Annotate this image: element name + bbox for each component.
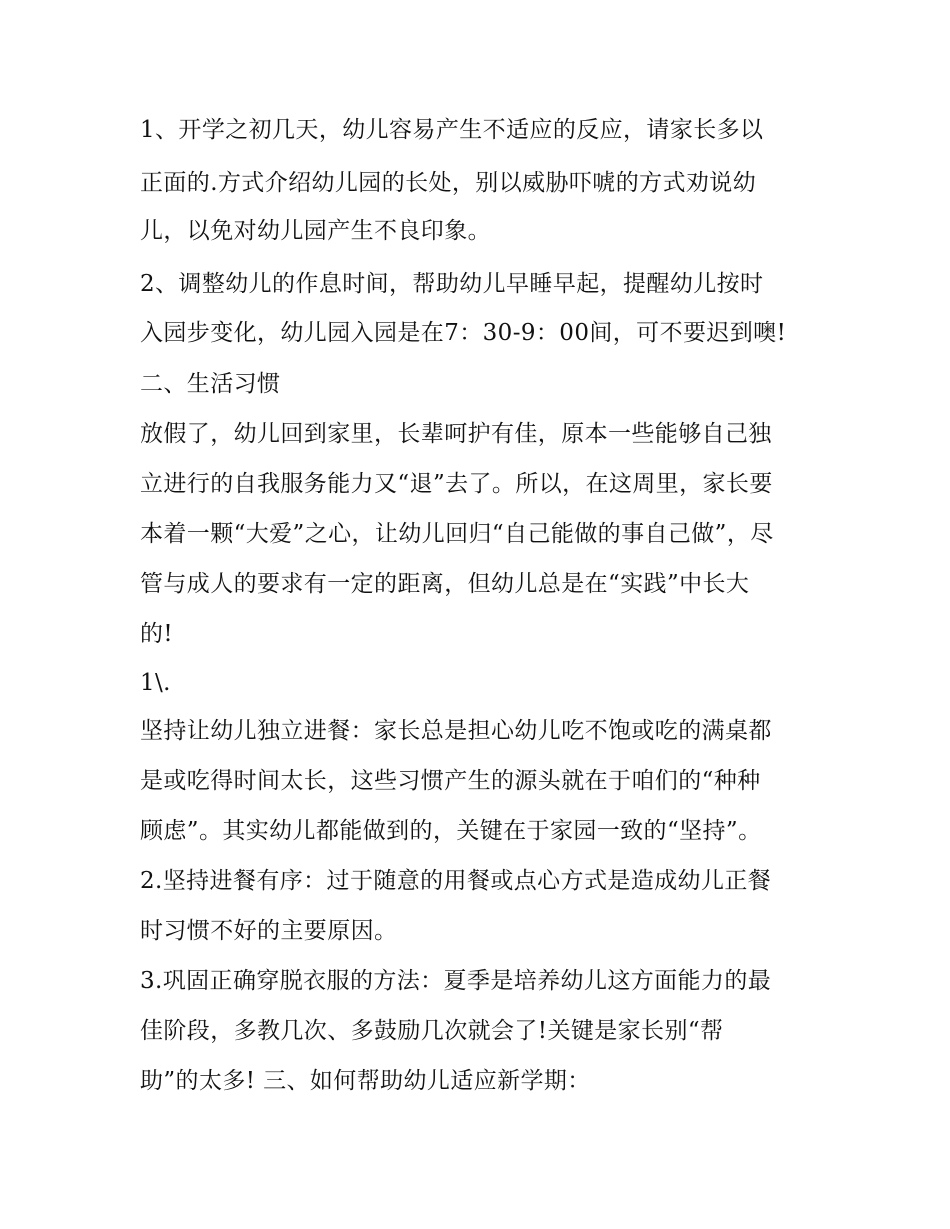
text-line-19: 佳阶段，多教几次、多鼓励几次就会了!关键是家长别“帮 (140, 1018, 724, 1044)
text-line-3: 儿，以免对幼儿园产生不良印象。 (140, 218, 491, 244)
text-line-9: 本着一颗“大爱”之心，让幼儿回归“自己能做的事自己做”，尽 (140, 521, 774, 547)
text-line-11: 的! (140, 621, 174, 647)
text-line-5: 入园步变化，幼儿园入园是在7：30-9：00间，可不要迟到噢! (140, 320, 787, 346)
text-line-15: 顾虑”。其实幼儿都能做到的，关键在于家园一致的“坚持”。 (140, 818, 762, 844)
text-line-1: 1、开学之初几天，幼儿容易产生不适应的反应，请家长多以 (140, 117, 764, 143)
text-line-20: 助”的太多! 三、如何帮助幼儿适应新学期： (140, 1068, 591, 1094)
section-heading-life-habits: 二、生活习惯 (140, 371, 281, 397)
text-line-17: 时习惯不好的主要原因。 (140, 918, 398, 944)
text-line-10: 管与成人的要求有一定的距离，但幼儿总是在“实践”中长大 (140, 571, 750, 597)
text-line-18: 3.巩固正确穿脱衣服的方法：夏季是培养幼儿这方面能力的最 (140, 968, 772, 994)
text-line-8: 立进行的自我服务能力又“退”去了。所以，在这周里，家长要 (140, 471, 773, 497)
text-line-12: 1\. (140, 670, 171, 696)
text-line-2: 正面的.方式介绍幼儿园的长处，别以威胁吓唬的方式劝说幼 (140, 170, 757, 196)
text-line-7: 放假了，幼儿回到家里，长辈呵护有佳，原本一些能够自己独 (140, 421, 772, 447)
text-line-4: 2、调整幼儿的作息时间，帮助幼儿早睡早起，提醒幼儿按时 (140, 271, 764, 297)
text-line-14: 是或吃得时间太长，这些习惯产生的源头就在于咱们的“种种 (140, 768, 761, 794)
text-line-16: 2.坚持进餐有序：过于随意的用餐或点心方式是造成幼儿正餐 (140, 868, 772, 894)
text-line-13: 坚持让幼儿独立进餐：家长总是担心幼儿吃不饱或吃的满桌都 (140, 718, 772, 744)
